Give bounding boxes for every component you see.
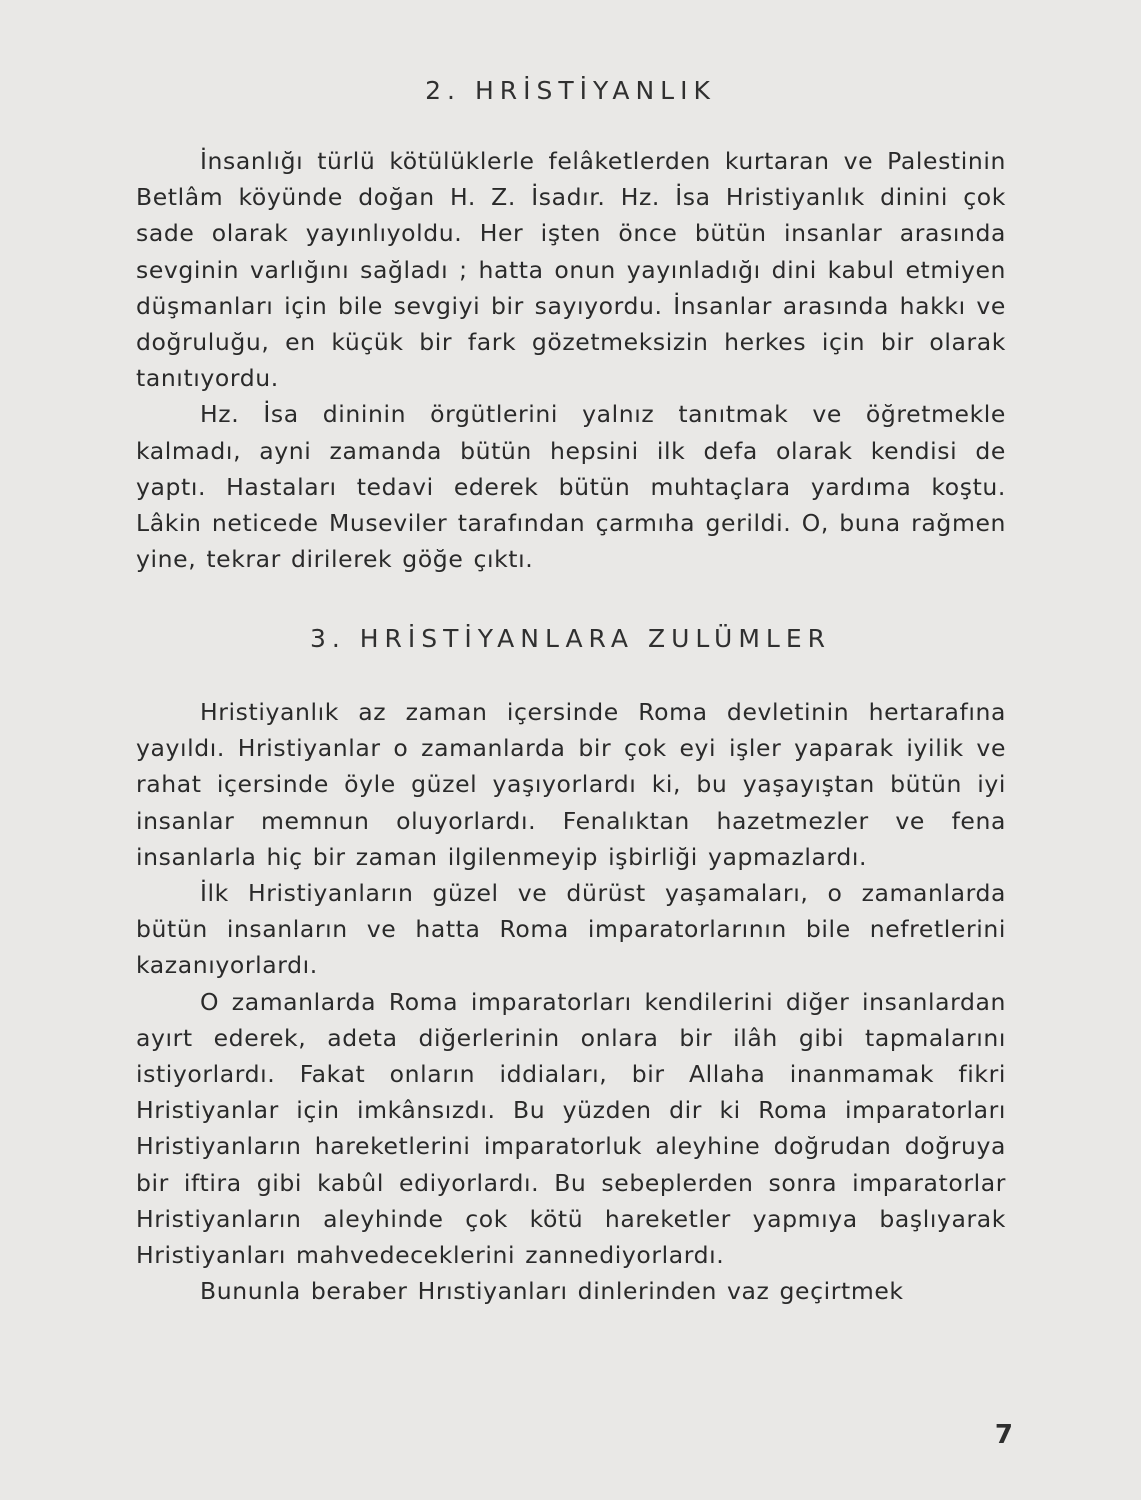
section-heading-zulumler: 3. HRİSTİYANLARA ZULÜMLER [309,624,832,653]
paragraph: İlk Hristiyanların güzel ve dürüst yaşamaları, o zamanlarda bütün insanların ve hatta Roma imparatorlarının bile nefretlerini kazanıyorlardı. [136,879,1006,980]
paragraph: İnsanlığı türlü kötülüklerle felâketlerden kurtaran ve Palestinin Betlâm köyünde doğan H. Z. İsadır. Hz. İsa Hristiyanlık dinini çok sade olarak yayınlıyoldu. Her işten önce bütün insanlar arasında sevginin varlığını sağladı ; hatta onun yayınladığı dini kabul etmiyen düşmanları için bile sevgiyi bir sayıyordu. İnsanlar arasında hakkı ve doğruluğu, en küçük bir fark gözetmeksizin herkes için bir olarak tanıtıyordu. [136,147,1006,393]
paragraph: Hristiyanlık az zaman içersinde Roma devletinin hertarafına yayıldı. Hristiyanlar o zamanlarda bir çok eyi işler yaparak iyilik ve rahat içersinde öyle güzel yaşıyorlardı ki, bu yaşayıştan bütün iyi insanlar memnun oluyorlardı. Fenalıktan hazetmezler ve fena insanlarla hiç bir zaman ilgilenmeyip işbirliği yapmazlardı. [136,698,1006,871]
section-body-zulumler [136,694,1006,1309]
section-body-hristiyanlik [136,143,1006,577]
paragraph: O zamanlarda Roma imparatorları kendilerini diğer insanlardan ayırt ederek, adeta diğerlerinin onlara bir ilâh gibi tapmalarını istiyorlardı. Fakat onların iddiaları, bir Allaha inanmamak fikri Hristiyanlar için imkânsızdı. Bu yüzden dir ki Roma imparatorları Hristiyanların hareketlerini imparatorluk aleyhine doğrudan doğruya bir iftira gibi kabûl ediyorlardı. Bu sebeplerden sonra imparatorlar Hristiyanların aleyhinde çok kötü hareketler yapmıya başlıyarak Hristiyanları mahvedeceklerini zannediyorlardı. [136,987,1006,1270]
paragraph: Bununla beraber Hrıstiyanları dinlerinden vaz geçirtmek [200,1277,904,1306]
paragraph: Hz. İsa dininin örgütlerini yalnız tanıtmak ve öğretmekle kalmadı, ayni zamanda bütün hepsini ilk defa olarak kendisi de yaptı. Hastaları tedavi ederek bütün muhtaçlara yardıma koştu. Lâkin neticede Museviler tarafından çarmıha gerildi. O, buna rağmen yine, tekrar dirilerek göğe çıktı. [136,400,1006,574]
page-number: 7 [994,1420,1013,1450]
section-heading-hristiyanlik: 2. HRİSTİYANLIK [425,76,716,105]
